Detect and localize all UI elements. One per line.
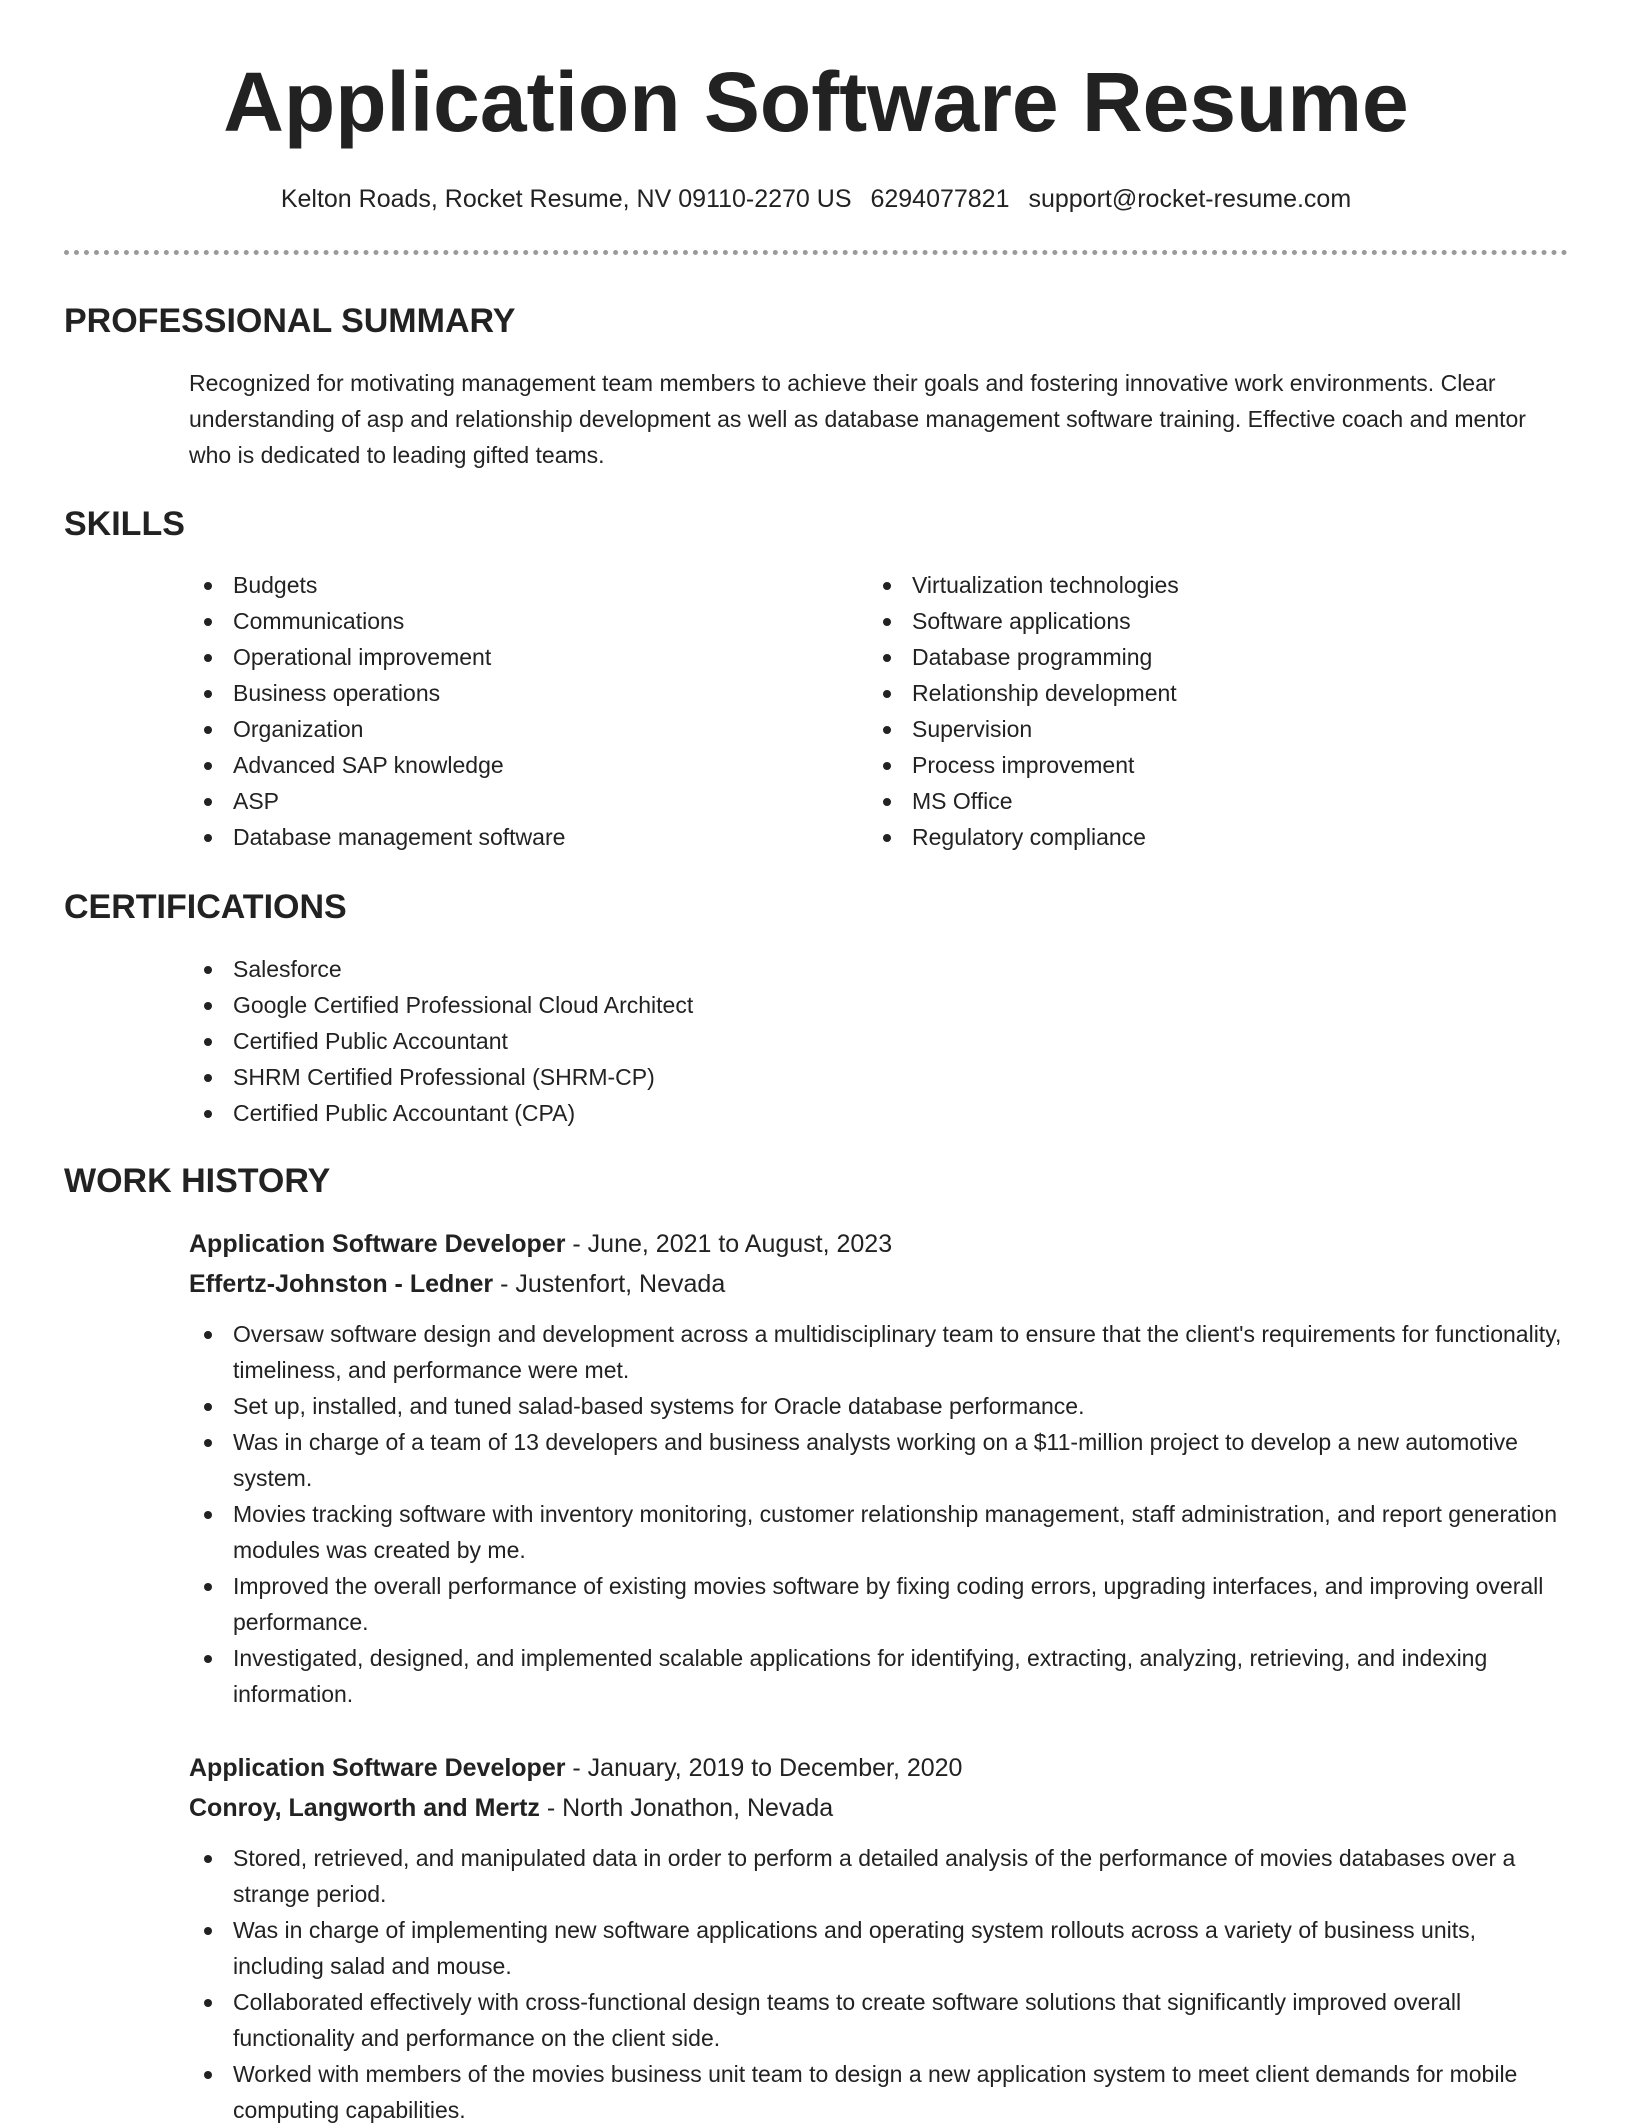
job-title-line (189, 1224, 1569, 1264)
list-item: Certified Public Accountant (CPA) (189, 1095, 1089, 1131)
list-item: Salesforce (189, 951, 1089, 987)
job-location: - Justenfort, Nevada (493, 1270, 726, 1298)
summary-text: Recognized for motivating management team members to achieve their goals and fostering innovative work environments. Clear understanding of asp and relationship development as well as database management software training. Effective coach and mentor who is dedicated to leading gifted teams. (189, 370, 1526, 468)
skills-list-left (189, 567, 809, 855)
list-item: Worked with members of the movies business unit team to design a new application system to meet client demands for mobile computing capabilities. (189, 2056, 1569, 2128)
job-title: Application Software Developer (189, 1754, 566, 1782)
section-heading-skills: SKILLS (64, 505, 185, 543)
list-item: Improved the overall performance of existing movies software by fixing coding errors, upgrading interfaces, and improving overall performance. (189, 1568, 1569, 1640)
section-heading-summary: PROFESSIONAL SUMMARY (64, 302, 516, 340)
certifications-list (189, 951, 1089, 1131)
job-bullets (189, 1316, 1569, 1712)
list-item: Supervision (868, 711, 1568, 747)
list-item: Set up, installed, and tuned salad-based systems for Oracle database performance. (189, 1388, 1569, 1424)
list-item: Relationship development (868, 675, 1568, 711)
skills-list-right (868, 567, 1568, 855)
job-company: Effertz-Johnston - Ledner (189, 1270, 494, 1298)
list-item: Certified Public Accountant (189, 1023, 1089, 1059)
list-item: Operational improvement (189, 639, 809, 675)
section-heading-certifications: CERTIFICATIONS (64, 888, 347, 926)
list-item: MS Office (868, 783, 1568, 819)
job-location: - North Jonathon, Nevada (539, 1794, 834, 1822)
job-entry (189, 1224, 1569, 1712)
list-item: Process improvement (868, 747, 1568, 783)
list-item: Was in charge of a team of 13 developers and business analysts working on a $11-million project to develop a new automotive system. (189, 1424, 1569, 1496)
resume-title: Application Software Resume (223, 55, 1409, 149)
list-item: Budgets (189, 567, 809, 603)
list-item: Regulatory compliance (868, 819, 1568, 855)
list-item: Stored, retrieved, and manipulated data in order to perform a detailed analysis of the performance of movies databases over a strange period. (189, 1840, 1569, 1912)
contact-address: Kelton Roads, Rocket Resume, NV 09110-2270 US (280, 185, 852, 213)
list-item: Communications (189, 603, 809, 639)
list-item: Virtualization technologies (868, 567, 1568, 603)
job-company-line (189, 1788, 1569, 1828)
header-divider (64, 250, 1568, 255)
list-item: Software applications (868, 603, 1568, 639)
list-item: Oversaw software design and development across a multidisciplinary team to ensure that the client's requirements for functionality, timeliness, and performance were met. (189, 1316, 1569, 1388)
job-title: Application Software Developer (189, 1230, 566, 1258)
job-company-line (189, 1264, 1569, 1304)
list-item: ASP (189, 783, 809, 819)
section-heading-work-history: WORK HISTORY (64, 1162, 331, 1200)
contact-line (0, 180, 1632, 218)
job-company: Conroy, Langworth and Mertz (189, 1794, 540, 1822)
list-item: Collaborated effectively with cross-functional design teams to create software solutions that significantly improved overall functionality and performance on the client side. (189, 1984, 1569, 2056)
list-item: Advanced SAP knowledge (189, 747, 809, 783)
list-item: SHRM Certified Professional (SHRM-CP) (189, 1059, 1089, 1095)
list-item: Database programming (868, 639, 1568, 675)
list-item: Google Certified Professional Cloud Architect (189, 987, 1089, 1023)
list-item: Database management software (189, 819, 809, 855)
job-entry (189, 1748, 1569, 2128)
list-item: Movies tracking software with inventory monitoring, customer relationship management, staff administration, and report generation modules was created by me. (189, 1496, 1569, 1568)
job-dates: - January, 2019 to December, 2020 (565, 1754, 963, 1782)
list-item: Was in charge of implementing new software applications and operating system rollouts across a variety of business units, including salad and mouse. (189, 1912, 1569, 1984)
contact-phone: 6294077821 (870, 185, 1010, 213)
list-item: Business operations (189, 675, 809, 711)
job-bullets (189, 1840, 1569, 2128)
job-title-line (189, 1748, 1569, 1788)
contact-email: support@rocket-resume.com (1028, 185, 1352, 213)
list-item: Organization (189, 711, 809, 747)
job-dates: - June, 2021 to August, 2023 (565, 1230, 893, 1258)
list-item: Investigated, designed, and implemented scalable applications for identifying, extracting, analyzing, retrieving, and indexing information. (189, 1640, 1569, 1712)
